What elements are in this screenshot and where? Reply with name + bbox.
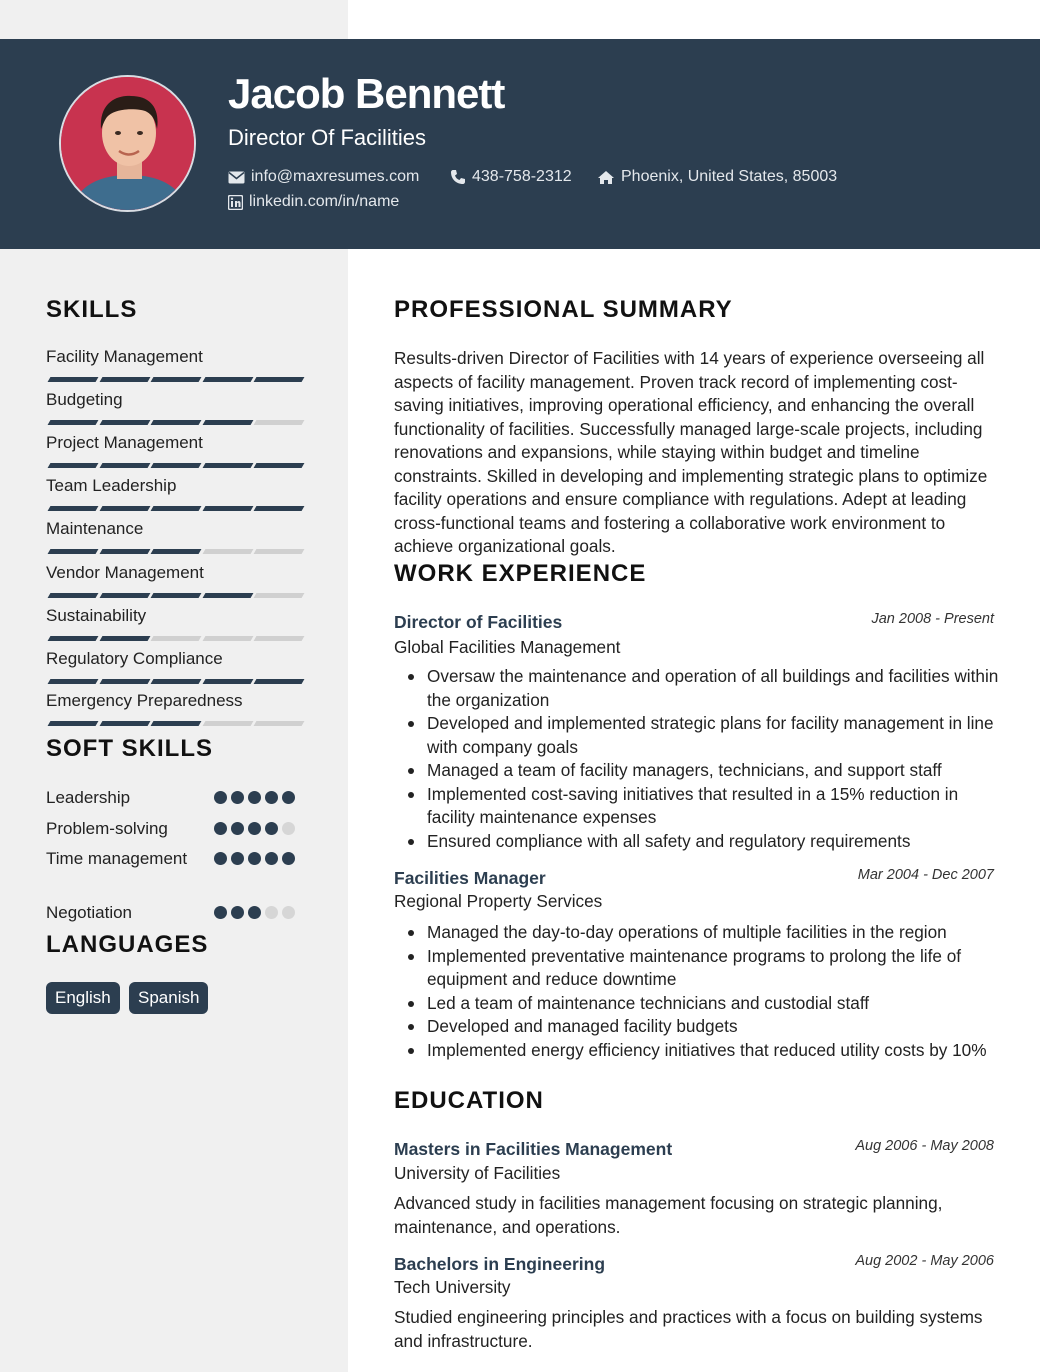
languages-heading: LANGUAGES — [46, 931, 209, 958]
skill-level-segment — [254, 549, 305, 554]
rating-dot — [265, 906, 278, 919]
contact-location — [597, 168, 837, 186]
envelope-icon — [228, 171, 245, 184]
bullet-item: Developed and managed facility budgets — [406, 1015, 1002, 1039]
soft-skill-rating — [214, 906, 295, 919]
skill-level-segment — [151, 679, 202, 684]
skill-level-segment — [151, 420, 202, 425]
experience-company: Global Facilities Management — [394, 637, 621, 657]
skill-level-segment — [254, 377, 305, 382]
rating-dot — [282, 822, 295, 835]
email-text: info@maxresumes.com — [251, 168, 420, 185]
skill-level-bar — [46, 377, 302, 383]
skill-label: Sustainability — [46, 606, 147, 625]
experience-date: Jan 2008 - Present — [871, 611, 994, 627]
skill-level-segment — [254, 636, 305, 641]
soft-skill-label: Problem-solving — [46, 819, 168, 838]
soft-skill-label: Time management — [46, 849, 188, 868]
summary-text: Results-driven Director of Facilities with 14 years of experience overseeing all aspects of facility management. Proven track record of implementing cost-saving initiatives, improving operational efficiency, and enhancing the overall functionality of facilities. Successfully managed large-scale projects, including renovations and expansions, while staying within budget and timeline constraints. Skilled in developing and implementing strategic plans to optimize facility operations and ensure compliance with regulations. Adept at leading cross-functional teams and fostering a collaborative work environment to achieve organizational goals. — [394, 348, 988, 556]
skill-level-bar — [46, 420, 302, 426]
rating-dot — [282, 852, 295, 865]
skill-level-segment — [151, 636, 202, 641]
rating-dot — [231, 906, 244, 919]
skill-level-segment — [254, 721, 305, 726]
bullet-item: Oversaw the maintenance and operation of all buildings and facilities within the organization — [406, 665, 1002, 712]
rating-dot — [231, 822, 244, 835]
linkedin-text: linkedin.com/in/name — [249, 193, 400, 210]
soft-skill-rating — [214, 852, 295, 865]
skills-heading: SKILLS — [46, 296, 138, 323]
skill-level-segment — [99, 377, 150, 382]
education-heading: EDUCATION — [394, 1087, 544, 1114]
bullet-item: Developed and implemented strategic plans for facility management in line with company goals — [406, 712, 1002, 759]
linkedin-icon — [228, 195, 243, 210]
experience-company: Regional Property Services — [394, 891, 603, 911]
bullet-item: Implemented cost-saving initiatives that resulted in a 15% reduction in facility maintenance expenses — [406, 783, 1002, 830]
soft-skill-label: Leadership — [46, 788, 131, 807]
education-description: Studied engineering principles and practices with a focus on building systems and infrastructure. — [394, 1307, 983, 1351]
rating-dot — [214, 906, 227, 919]
skill-level-segment — [202, 636, 253, 641]
skill-level-segment — [151, 593, 202, 598]
skill-label: Project Management — [46, 433, 203, 452]
phone-icon — [450, 169, 466, 185]
candidate-name: Jacob Bennett — [228, 70, 505, 117]
skill-level-segment — [48, 420, 99, 425]
language-badge: English — [46, 982, 120, 1014]
skill-level-segment — [202, 593, 253, 598]
education-school: University of Facilities — [394, 1163, 561, 1183]
skill-level-segment — [48, 679, 99, 684]
skill-level-segment — [202, 679, 253, 684]
summary-heading: PROFESSIONAL SUMMARY — [394, 296, 733, 323]
contact-phone[interactable] — [450, 168, 572, 186]
phone-text: 438-758-2312 — [472, 168, 572, 185]
rating-dot — [265, 822, 278, 835]
skill-level-bar — [46, 549, 302, 555]
rating-dot — [265, 791, 278, 804]
skill-level-segment — [99, 636, 150, 641]
location-text: Phoenix, United States, 85003 — [621, 168, 838, 185]
education-description: Advanced study in facilities management focusing on strategic planning, maintenance, and operations. — [394, 1193, 943, 1237]
skill-level-segment — [48, 377, 99, 382]
bullet-item: Implemented energy efficiency initiatives that reduced utility costs by 10% — [406, 1039, 1002, 1063]
skill-level-bar — [46, 593, 302, 599]
education-school: Tech University — [394, 1277, 511, 1297]
education-degree: Masters in Facilities Management — [394, 1139, 673, 1159]
skill-level-segment — [48, 636, 99, 641]
skill-level-bar — [46, 463, 302, 469]
skill-level-segment — [151, 463, 202, 468]
education-date: Aug 2006 - May 2008 — [855, 1138, 994, 1154]
skill-label: Emergency Preparedness — [46, 691, 243, 710]
skill-level-segment — [99, 679, 150, 684]
skill-level-bar — [46, 721, 302, 727]
skill-level-bar — [46, 679, 302, 685]
soft-skills-heading: SOFT SKILLS — [46, 735, 213, 762]
rating-dot — [231, 791, 244, 804]
rating-dot — [214, 791, 227, 804]
skill-level-segment — [48, 549, 99, 554]
skill-level-segment — [151, 377, 202, 382]
skill-level-segment — [99, 721, 150, 726]
skill-level-segment — [254, 506, 305, 511]
skill-level-segment — [254, 463, 305, 468]
skill-level-segment — [202, 377, 253, 382]
skill-level-segment — [202, 721, 253, 726]
skill-level-segment — [99, 593, 150, 598]
rating-dot — [248, 791, 261, 804]
skill-level-segment — [202, 463, 253, 468]
rating-dot — [282, 906, 295, 919]
skill-label: Facility Management — [46, 347, 203, 366]
skill-level-segment — [48, 721, 99, 726]
contact-email[interactable] — [228, 168, 419, 186]
skill-level-segment — [99, 549, 150, 554]
skill-label: Budgeting — [46, 390, 123, 409]
skill-level-segment — [99, 506, 150, 511]
bullet-item: Ensured compliance with all safety and regulatory requirements — [406, 830, 1002, 854]
contact-linkedin[interactable] — [228, 193, 399, 211]
bullet-item: Implemented preventative maintenance programs to prolong the life of equipment and reduce downtime — [406, 945, 1002, 992]
bullet-item: Managed the day-to-day operations of multiple facilities in the region — [406, 921, 1002, 945]
experience-bullets — [406, 921, 1002, 1062]
skill-level-segment — [99, 420, 150, 425]
skill-level-segment — [99, 463, 150, 468]
experience-heading: WORK EXPERIENCE — [394, 560, 647, 587]
skill-level-segment — [202, 506, 253, 511]
soft-skill-rating — [214, 822, 295, 835]
rating-dot — [265, 852, 278, 865]
skill-level-segment — [254, 679, 305, 684]
skill-label: Regulatory Compliance — [46, 649, 223, 668]
skill-level-bar — [46, 506, 302, 512]
skill-level-segment — [151, 549, 202, 554]
rating-dot — [248, 906, 261, 919]
experience-bullets — [406, 665, 1002, 853]
language-badge: Spanish — [129, 982, 208, 1014]
skill-level-segment — [151, 721, 202, 726]
education-date: Aug 2002 - May 2006 — [855, 1253, 994, 1269]
bullet-item: Led a team of maintenance technicians and custodial staff — [406, 992, 1002, 1016]
education-degree: Bachelors in Engineering — [394, 1254, 606, 1274]
bullet-item: Managed a team of facility managers, technicians, and support staff — [406, 759, 1002, 783]
profile-photo — [59, 75, 196, 212]
skill-label: Maintenance — [46, 519, 144, 538]
rating-dot — [231, 852, 244, 865]
rating-dot — [282, 791, 295, 804]
skill-level-segment — [151, 506, 202, 511]
soft-skill-label: Negotiation — [46, 903, 133, 922]
skill-level-segment — [48, 506, 99, 511]
job-title: Director Of Facilities — [228, 125, 427, 150]
soft-skill-rating — [214, 791, 295, 804]
skill-level-segment — [254, 420, 305, 425]
skill-level-segment — [202, 549, 253, 554]
rating-dot — [248, 822, 261, 835]
rating-dot — [214, 822, 227, 835]
skill-label: Team Leadership — [46, 476, 177, 495]
experience-title: Facilities Manager — [394, 868, 546, 888]
skill-level-segment — [48, 463, 99, 468]
rating-dot — [248, 852, 261, 865]
experience-title: Director of Facilities — [394, 612, 563, 632]
skill-level-segment — [48, 593, 99, 598]
rating-dot — [214, 852, 227, 865]
skill-level-segment — [202, 420, 253, 425]
skill-level-segment — [254, 593, 305, 598]
skill-label: Vendor Management — [46, 563, 204, 582]
skill-level-bar — [46, 636, 302, 642]
experience-date: Mar 2004 - Dec 2007 — [857, 867, 994, 883]
home-icon — [597, 170, 615, 185]
